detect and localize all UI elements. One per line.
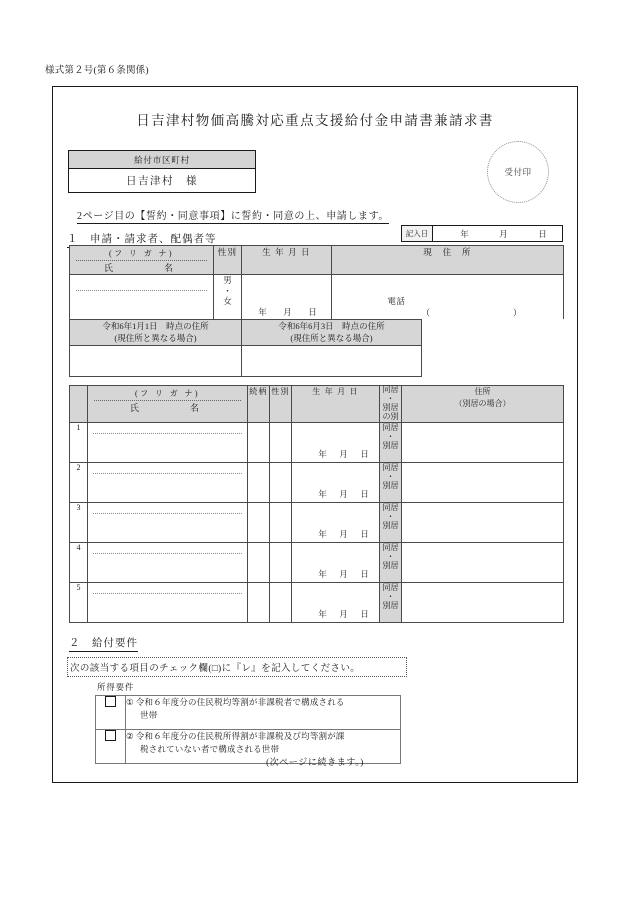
entry-date-month: 月 (499, 228, 508, 239)
prior-jun-line2: (現住所と異なる場合) (290, 333, 373, 344)
family-address-input[interactable] (402, 582, 564, 622)
prior-address-table (69, 319, 564, 377)
family-relation-input[interactable] (248, 462, 270, 502)
eligibility-item-line2: 世帯 (140, 709, 158, 720)
list-item (96, 696, 401, 730)
applicant-header-row (70, 246, 564, 275)
eligibility-item-text (126, 696, 401, 730)
family-living-l2: ・ (386, 393, 395, 403)
prior-jun-line1: 令和6年6月3日 時点の住所 (278, 321, 385, 331)
family-dob-day: 日 (360, 448, 369, 459)
family-dob-day: 日 (360, 568, 369, 579)
family-living-cell-l3: 別居 (382, 521, 399, 531)
table-row (70, 582, 564, 622)
applicant-dob-day: 日 (308, 307, 317, 317)
prior-address-jan-input[interactable] (70, 345, 242, 376)
applicant-table (69, 245, 564, 322)
family-name-dotted-rule (93, 433, 242, 434)
table-row (70, 462, 564, 502)
family-dob-input[interactable] (292, 422, 380, 462)
family-dob-day: 日 (360, 608, 369, 619)
family-dob-input[interactable] (292, 582, 380, 622)
name-dotted-rule (76, 290, 207, 291)
eligibility-item-number: ② (126, 731, 134, 741)
receipt-stamp-circle (487, 141, 549, 203)
family-relation-input[interactable] (248, 422, 270, 462)
family-name-input[interactable] (88, 422, 248, 462)
entry-date-day: 日 (538, 228, 547, 239)
family-living-cell-l1: 同居 (382, 582, 399, 592)
applicant-furigana-label: (フ リ ガ ナ) (109, 249, 174, 258)
table-row (70, 422, 564, 462)
family-living-input[interactable] (380, 502, 402, 542)
applicant-name-header (70, 246, 214, 275)
family-sex-input[interactable] (270, 462, 292, 502)
family-address-l1: 住所 (474, 387, 491, 396)
family-living-l4: の別 (382, 411, 399, 421)
page-title: 日吉津村物価高騰対応重点支援給付金申請書兼請求書 (136, 113, 494, 128)
family-sex-input[interactable] (270, 502, 292, 542)
table-row (70, 502, 564, 542)
family-address-input[interactable] (402, 502, 564, 542)
entry-date-fields[interactable] (433, 226, 562, 241)
family-sex-input[interactable] (270, 422, 292, 462)
family-dob-year: 年 (318, 528, 327, 539)
family-relation-input[interactable] (248, 582, 270, 622)
continuation-note: (次ページに続きます。) (266, 757, 364, 767)
family-name-input[interactable] (88, 542, 248, 582)
family-dob-year: 年 (318, 488, 327, 499)
prior-address-spacer-top (422, 320, 564, 346)
family-sex-header: 性別 (270, 386, 292, 423)
pledge-statement: 2ページ目の【誓約・同意事項】に誓約・同意の上、申請します。 (77, 207, 389, 224)
eligibility-item-line2: 税されていない者で構成される世帯 (140, 743, 280, 754)
family-living-input[interactable] (380, 582, 402, 622)
applicant-name-label: 氏 名 (103, 263, 179, 273)
entry-date-year: 年 (460, 228, 469, 239)
section-2-heading: ２ 給付要件 (69, 635, 138, 652)
section-1-heading: １ 申請・請求者、配偶者等 (67, 231, 217, 248)
prior-jan-line2: (現住所と異なる場合) (114, 333, 197, 344)
family-relation-input[interactable] (248, 542, 270, 582)
family-dob-header: 生 年 月 日 (292, 386, 380, 423)
prior-jan-line1: 令和6年1月1日 時点の住所 (102, 321, 209, 331)
family-address-input[interactable] (402, 542, 564, 582)
prior-address-jun-input[interactable] (242, 345, 422, 376)
check-instruction: 次の該当する項目のチェック欄(□)に『レ』を記入してください。 (67, 657, 407, 677)
family-row-number: 2 (70, 462, 88, 502)
table-row (70, 542, 564, 582)
family-dob-year: 年 (318, 448, 327, 459)
family-row-number: 1 (70, 422, 88, 462)
form-number: 様式第２号(第６条関係) (45, 66, 149, 76)
family-rows-body (70, 422, 564, 622)
family-living-cell-l3: 別居 (382, 601, 399, 611)
applicant-dob-input[interactable] (242, 275, 332, 322)
family-living-cell-l3: 別居 (382, 561, 399, 571)
prior-address-header-row (70, 320, 564, 346)
checkbox-icon (105, 696, 116, 707)
family-dob-input[interactable] (292, 542, 380, 582)
family-dob-year: 年 (318, 568, 327, 579)
family-living-cell-l1: 同居 (382, 542, 399, 552)
family-name-input[interactable] (88, 582, 248, 622)
applicant-dob-header: 生 年 月 日 (242, 246, 332, 275)
eligibility-item-line1: 令和６年度分の住民税均等割が非課税者で構成される (135, 697, 345, 707)
applicant-input-row (70, 275, 564, 322)
entry-date-label: 記入日 (402, 226, 433, 241)
family-dob-month: 月 (339, 488, 348, 499)
family-name-input[interactable] (88, 462, 248, 502)
family-row-number: 4 (70, 542, 88, 582)
applicant-dob-month: 月 (283, 307, 292, 317)
family-living-cell-l2: ・ (386, 552, 395, 561)
prior-address-spacer-bottom (422, 345, 564, 376)
family-living-header (380, 386, 402, 423)
family-living-cell-l3: 別居 (382, 481, 399, 491)
family-row-number: 3 (70, 502, 88, 542)
prior-address-jun-header (242, 320, 422, 346)
receipt-stamp-label: 受付印 (504, 167, 532, 177)
family-relation-header: 続柄 (248, 386, 270, 423)
entry-date-box (401, 225, 563, 242)
family-address-input[interactable] (402, 462, 564, 502)
family-address-l2: （別居の場合） (454, 398, 511, 408)
family-living-cell-l1: 同居 (382, 502, 399, 512)
eligibility-item-number: ① (126, 697, 134, 707)
family-name-dotted-rule (93, 473, 242, 474)
family-dob-day: 日 (360, 488, 369, 499)
family-dob-month: 月 (339, 448, 348, 459)
eligibility-item-line1: 令和６年度分の住民税所得割が非課税及び均等割が課 (135, 731, 345, 741)
municipality-value: 日吉津村 様 (69, 169, 255, 192)
family-living-cell-l1: 同居 (382, 422, 399, 432)
family-name-input[interactable] (88, 502, 248, 542)
family-dob-input[interactable] (292, 502, 380, 542)
family-name-dotted-rule (93, 593, 242, 594)
family-living-cell-l2: ・ (386, 432, 395, 441)
family-dob-month: 月 (339, 568, 348, 579)
family-living-cell-l3: 別居 (382, 441, 399, 451)
applicant-name-input[interactable] (70, 275, 214, 322)
applicant-address-header: 現 住 所 (332, 246, 564, 275)
family-name-label: 氏 名 (129, 403, 205, 413)
family-living-l1: 同居 (382, 385, 399, 394)
family-furigana-label: (フ リ ガ ナ) (135, 389, 200, 398)
family-living-input[interactable] (380, 422, 402, 462)
family-name-header (88, 386, 248, 423)
family-name-dotted-rule (93, 553, 242, 554)
family-living-l3: 別居 (382, 402, 399, 412)
eligibility-checklist-table (95, 695, 401, 764)
family-row-number: 5 (70, 582, 88, 622)
family-name-dotted-rule (93, 513, 242, 514)
family-dob-month: 月 (339, 528, 348, 539)
family-address-input[interactable] (402, 422, 564, 462)
family-dob-input[interactable] (292, 462, 380, 502)
applicant-tel-paren: （ ） (421, 308, 544, 318)
applicant-dob-year: 年 (258, 307, 267, 317)
form-frame (52, 86, 578, 783)
family-living-cell-l1: 同居 (382, 462, 399, 472)
family-number-header (70, 386, 88, 423)
prior-address-jan-header (70, 320, 242, 346)
family-sex-input[interactable] (270, 582, 292, 622)
municipality-header: 給付市区町村 (69, 151, 255, 169)
family-dob-year: 年 (318, 608, 327, 619)
applicant-sex-input[interactable]: 男 ・ 女 (214, 275, 242, 322)
applicant-address-input[interactable] (332, 275, 564, 322)
checkbox-icon (105, 730, 116, 741)
income-requirement-label: 所得要件 (97, 682, 135, 692)
prior-address-input-row (70, 345, 564, 376)
eligibility-checkbox[interactable] (96, 696, 126, 730)
municipality-box (68, 150, 256, 193)
checklist-rows-body (96, 696, 401, 764)
family-living-cell-l2: ・ (386, 592, 395, 601)
applicant-sex-header: 性別 (214, 246, 242, 275)
family-relation-input[interactable] (248, 502, 270, 542)
family-living-input[interactable] (380, 462, 402, 502)
family-address-header (402, 386, 564, 423)
family-dob-day: 日 (360, 528, 369, 539)
family-living-input[interactable] (380, 542, 402, 582)
family-sex-input[interactable] (270, 542, 292, 582)
family-dob-month: 月 (339, 608, 348, 619)
family-living-cell-l2: ・ (386, 512, 395, 521)
family-header-row (70, 386, 564, 423)
applicant-tel-label: 電話 (387, 296, 406, 306)
family-members-table (69, 385, 564, 623)
family-living-cell-l2: ・ (386, 472, 395, 481)
